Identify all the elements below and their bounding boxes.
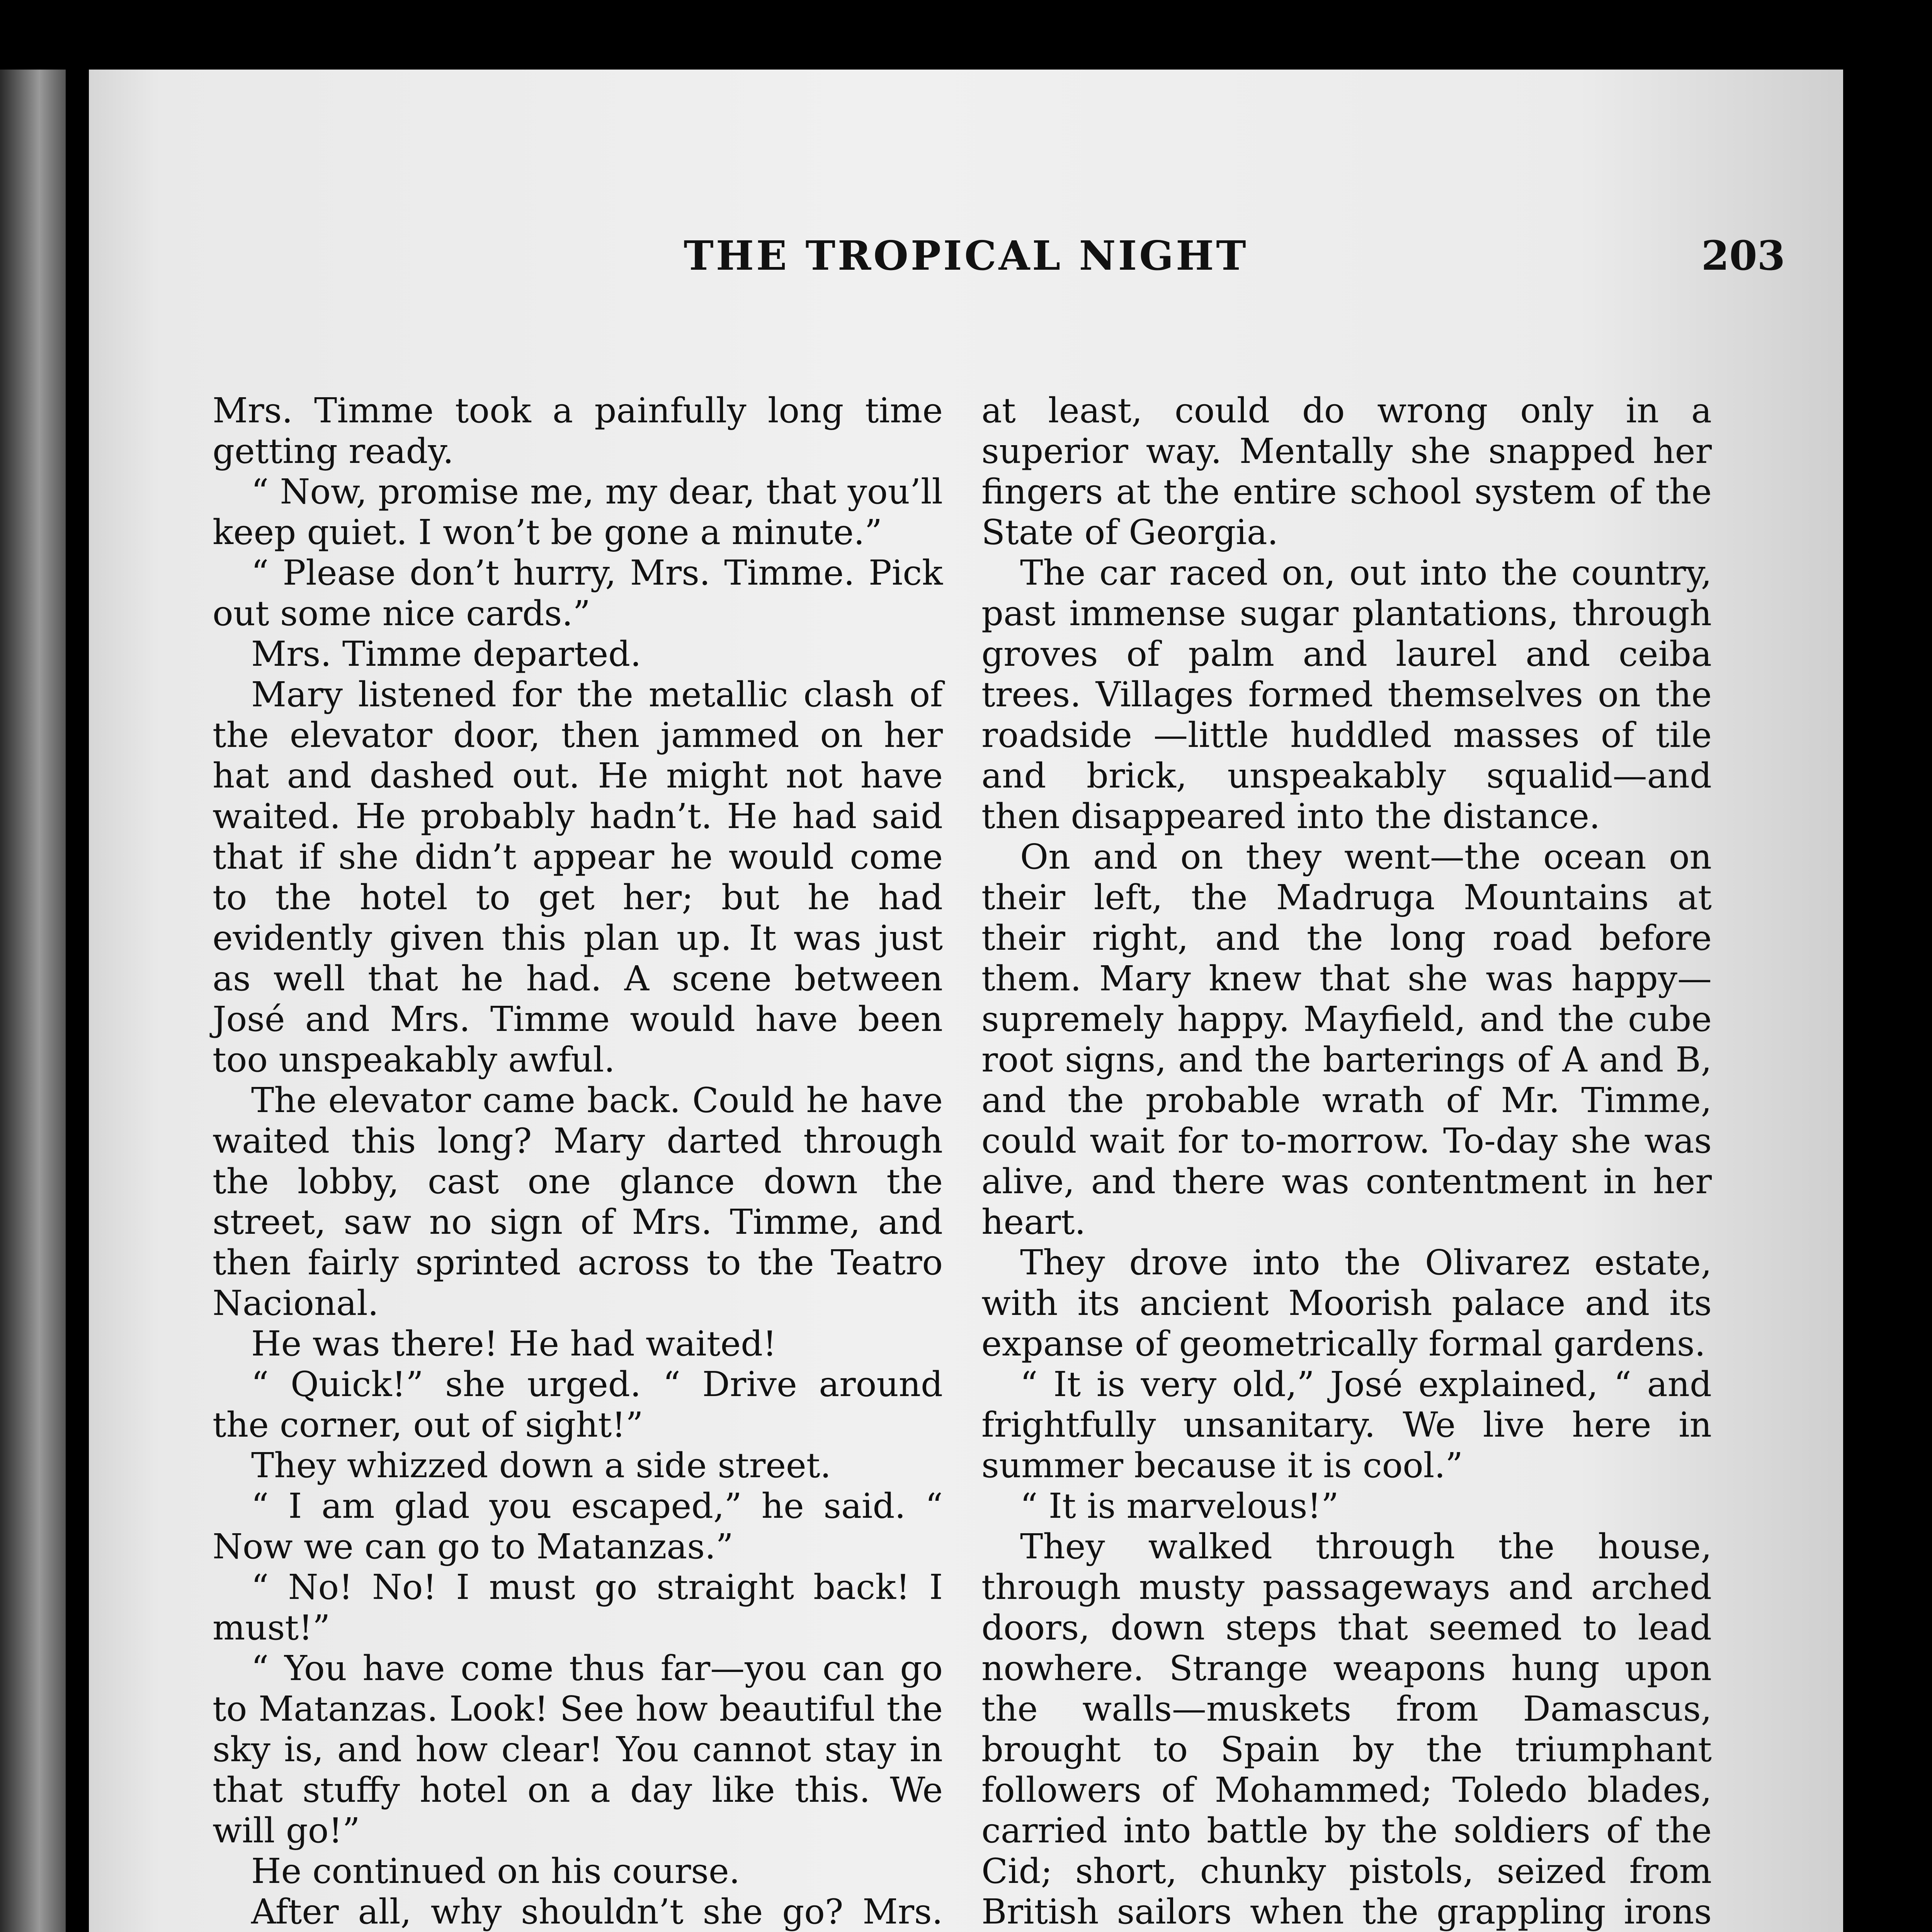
paragraph: Mrs. Timme took a painfully long time getting ready. xyxy=(213,390,943,471)
adjacent-page-edge xyxy=(0,70,66,1932)
paragraph: Mrs. Timme departed. xyxy=(251,634,641,674)
book-page xyxy=(89,70,1843,1932)
paragraph: On and on they went—the ocean on their left, the Madruga Mountains at their right, and the long road before them. Mary knew that she was happy—supremely happy. Mayfield, and the cube root signs, and the barterings of A and B, and the probable wrath of Mr. Timme, could wait for to-morrow. To-day she was alive, and there was contentment in her heart. xyxy=(981,837,1712,1242)
paragraph: “ I am glad you escaped,” he said. “ Now we can go to Matanzas.” xyxy=(213,1486,943,1566)
paragraph: They drove into the Olivarez estate, with its ancient Moorish palace and its expanse of geometrically formal gardens. xyxy=(981,1242,1712,1364)
paragraph: The car raced on, out into the country, past immense sugar plantations, through groves of palm and laurel and ceiba trees. Villages formed themselves on the roadside —little huddled masses of tile and brick, unspeakably squalid—and then disappeared into the distance. xyxy=(981,553,1712,836)
paragraph: After all, why shouldn’t she go? Mrs. xyxy=(251,1891,943,1932)
paragraph: He continued on his course. xyxy=(251,1851,740,1891)
text-column-left xyxy=(213,390,943,1932)
paragraph: “ You have come thus far—you can go to Matanzas. Look! See how beautiful the sky is, and how clear! You cannot stay in that stuffy hotel on a day like this. We will go!” xyxy=(213,1648,943,1850)
paragraph: “ Please don’t hurry, Mrs. Timme. Pick out some nice cards.” xyxy=(213,553,943,633)
paragraph: The elevator came back. Could he have waited this long? Mary darted through the lobby, cast one glance down the street, saw no sign of Mrs. Timme, and then fairly sprinted across to the Teatro Nacional. xyxy=(213,1080,943,1323)
paragraph: “ It is very old,” José explained, “ and frightfully unsanitary. We live here in summer because it is cool.” xyxy=(981,1364,1712,1485)
paragraph: at least, could do wrong only in a superior way. Mentally she snapped her fingers at the entire school system of the State of Georgia. xyxy=(981,390,1712,552)
running-title: THE TROPICAL NIGHT xyxy=(684,232,1248,279)
page-header xyxy=(89,232,1843,309)
paragraph: They walked through the house, through musty passageways and arched doors, down steps that seemed to lead nowhere. Strange weapons hung upon the walls—muskets from Damascus, brought to Spain by the triumphant followers of Mohammed; Toledo blades, carried into battle by the soldiers of the Cid; short, chunky pistols, seized from British sailors when the grappling irons xyxy=(981,1526,1712,1932)
text-column-right xyxy=(981,390,1712,1932)
paragraph: They whizzed down a side street. xyxy=(251,1445,831,1485)
paragraph: Mary listened for the metallic clash of the elevator door, then jammed on her hat and dashed out. He might not have waited. He probably hadn’t. He had said that if she didn’t appear he would come to the hotel to get her; but he had evidently given this plan up. It was just as well that he had. A scene between José and Mrs. Timme would have been too unspeakably awful. xyxy=(213,674,943,1080)
paragraph: “ Now, promise me, my dear, that you’ll keep quiet. I won’t be gone a minute.” xyxy=(213,471,943,552)
paragraph: “ Quick!” she urged. “ Drive around the corner, out of sight!” xyxy=(213,1364,943,1445)
page-number: 203 xyxy=(1701,232,1785,279)
paragraph: “ It is marvelous!” xyxy=(1020,1486,1339,1526)
paragraph: “ No! No! I must go straight back! I must!” xyxy=(213,1567,943,1648)
paragraph: He was there! He had waited! xyxy=(251,1323,777,1364)
